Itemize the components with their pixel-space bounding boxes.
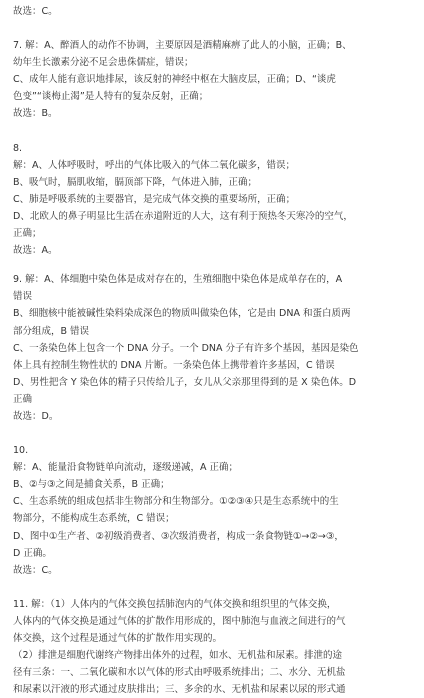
text-line: 正确； xyxy=(13,228,42,240)
text-line: 色变”“谈梅止渴”是人特有的复杂反射，正确； xyxy=(13,91,209,103)
text-line: 8. xyxy=(13,142,23,154)
answer-tail-6 xyxy=(13,3,412,20)
text-line: 物部分，不能构成生态系统，C 错误； xyxy=(13,513,175,525)
text-line: 解：A、人体呼吸时，呼出的气体比吸入的气体二氧化碳多，错误； xyxy=(13,159,295,171)
answer-7 xyxy=(13,37,412,122)
text-line: 9. 解：A、体细胞中染色体是成对存在的，生殖细胞中染色体是成单存在的，A xyxy=(13,274,343,286)
answer-11 xyxy=(13,596,412,698)
text-line: D 正确。 xyxy=(13,547,52,559)
text-line: 体上具有控制生物性状的 DNA 片断。一条染色体上携带着许多基因，C 错误 xyxy=(13,359,335,371)
text-line: 正确 xyxy=(13,393,33,405)
text-line: B、吸气时，膈肌收缩，膈顶部下降，气体进入肺，正确； xyxy=(13,176,258,188)
text-line: 部分组成，B 错误 xyxy=(13,325,90,337)
text-line: 故选：A。 xyxy=(13,245,58,257)
text-line: 径有三条：一、二氧化碳和水以气体的形式由呼吸系统排出；二、水分、无机盐 xyxy=(13,667,346,679)
text-line: 故选：D。 xyxy=(13,410,59,422)
text-line: 人体内的气体交换是通过气体的扩散作用形成的，图中肺泡与血液之间进行的气 xyxy=(13,615,346,627)
spacer xyxy=(13,123,412,140)
text-line: D、北欧人的鼻子明显比生活在赤道附近的人大，这有利于预热冬天寒冷的空气， xyxy=(13,210,353,222)
answer-8 xyxy=(13,140,412,260)
text-line: 7. 解：A、醉酒人的动作不协调，主要原因是酒精麻痹了此人的小脑，正确；B、 xyxy=(13,40,352,52)
text-line: 幼年生长激素分泌不足会患侏儒症，错误； xyxy=(13,57,194,69)
text-line: D、男性把含 Y 染色体的精子只传给儿子，女儿从父亲那里得到的是 X 染色体。D xyxy=(13,376,357,388)
text-line: （2）排泄是细胞代谢终产物排出体外的过程，如水、无机盐和尿素。排泄的途 xyxy=(13,650,343,662)
text-line: B、②与③之间是捕食关系，B 正确； xyxy=(13,479,170,491)
text-line: 10. xyxy=(13,445,29,457)
answer-10 xyxy=(13,442,412,579)
text-line: 故选：B。 xyxy=(13,108,58,120)
text-line: 11. 解：（1）人体内的气体交换包括肺泡内的气体交换和组织里的气体交换， xyxy=(13,598,337,610)
text-line: B、细胞核中能被碱性染料染成深色的物质叫做染色体，它是由 DNA 和蛋白质两 xyxy=(13,308,351,320)
answer-9 xyxy=(13,271,412,425)
spacer xyxy=(13,425,412,442)
text-line: C、肺是呼吸系统的主要器官，是完成气体交换的重要场所，正确； xyxy=(13,193,296,205)
spacer xyxy=(13,259,412,271)
text-line: 故选：C。 xyxy=(13,6,58,17)
text-line: 和尿素以汗液的形式通过皮肤排出；三、多余的水、无机盐和尿素以尿的形式通 xyxy=(13,684,346,696)
text-line: 体交换，这个过程是通过气体的扩散作用实现的。 xyxy=(13,633,223,644)
text-line: C、一条染色体上包含一个 DNA 分子。一个 DNA 分子有许多个基因，基因是染色 xyxy=(13,342,359,354)
spacer xyxy=(13,579,412,596)
spacer xyxy=(13,20,412,37)
text-line: 错误 xyxy=(13,291,33,303)
text-line: 解：A、能量沿食物链单向流动，逐级递减，A 正确； xyxy=(13,462,239,474)
text-line: C、成年人能有意识地排尿，该反射的神经中枢在大脑皮层，正确；D、“谈虎 xyxy=(13,74,336,86)
text-line: C、生态系统的组成包括非生物部分和生物部分。①②③④只是生态系统中的生 xyxy=(13,496,339,508)
text-line: 故选：C。 xyxy=(13,564,58,576)
text-line: D、图中①生产者、②初级消费者、③次级消费者，构成一条食物链①→②→③， xyxy=(13,530,344,542)
